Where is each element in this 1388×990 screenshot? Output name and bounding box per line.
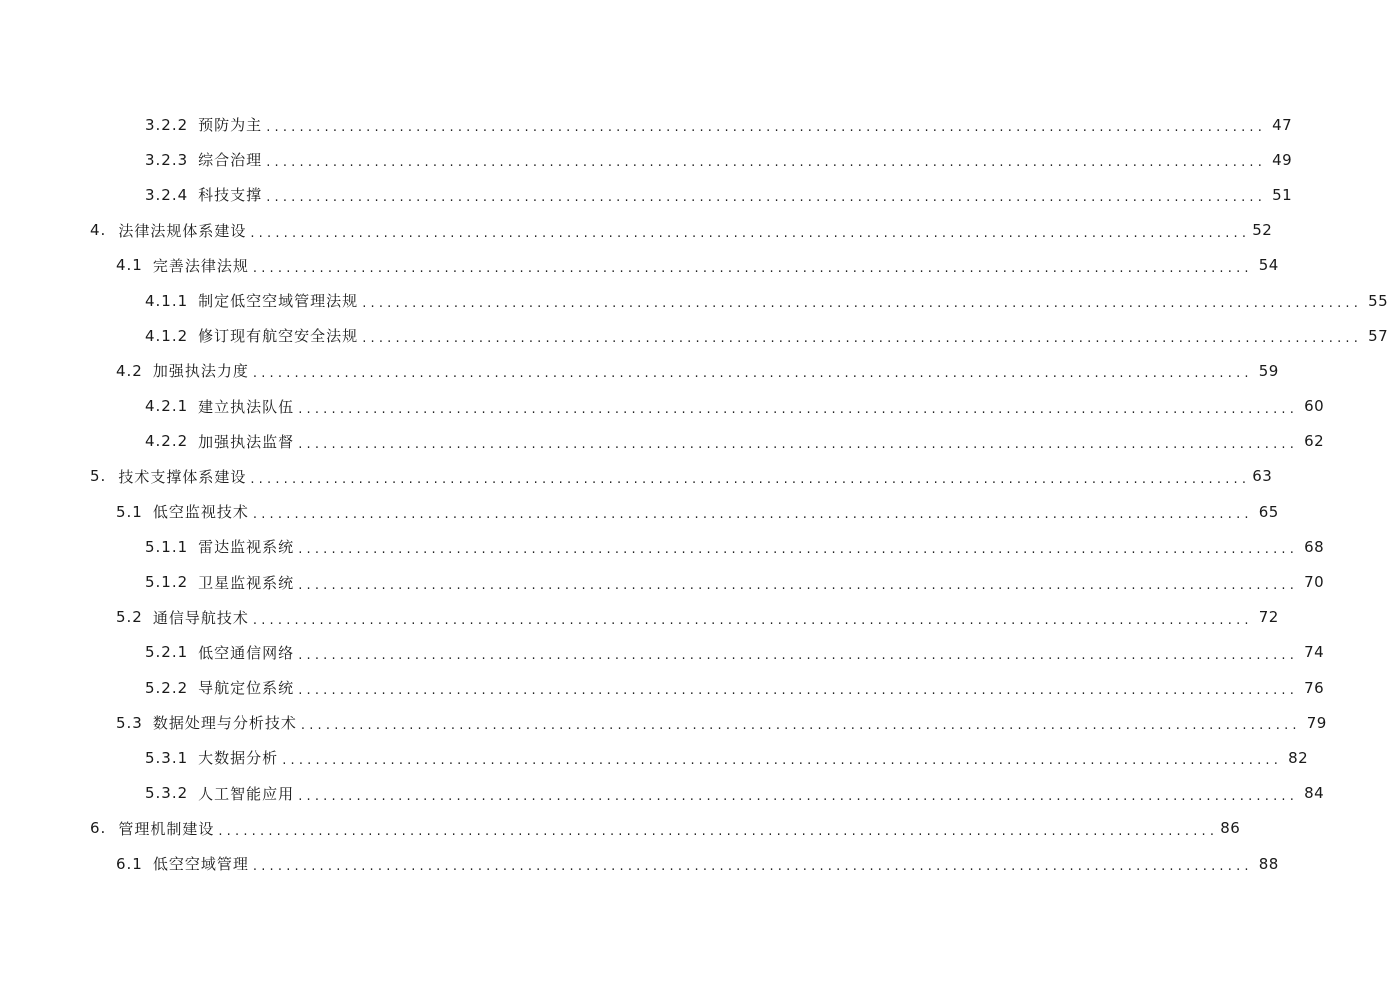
toc-entry-title: 技术支撑体系建设 — [118, 467, 247, 486]
toc-entry-number: 5.3 — [116, 713, 143, 732]
toc-dot-leader: ........................................................................................................................ — [298, 577, 1299, 593]
toc-entry-title: 通信导航技术 — [152, 608, 249, 627]
toc-entry-number: 3.2.4 — [145, 185, 189, 204]
toc-entry-page-number: 72 — [1258, 608, 1279, 627]
toc-entry-title: 加强执法力度 — [152, 362, 249, 381]
toc-entry-page-number: 52 — [1252, 221, 1273, 240]
toc-entry[interactable] — [0, 248, 1279, 283]
toc-entry-number: 4.1.1 — [145, 291, 189, 310]
toc-entry-title: 卫星监视系统 — [198, 573, 295, 592]
toc-entry-title: 数据处理与分析技术 — [152, 714, 297, 733]
toc-entry[interactable] — [0, 142, 1293, 177]
toc-entry-number: 6.1 — [116, 854, 143, 873]
toc-entry-title: 修订现有航空安全法规 — [198, 327, 359, 346]
toc-entry-title: 低空监视技术 — [152, 503, 249, 522]
toc-dot-leader: ........................................................................................................................ — [266, 155, 1267, 171]
toc-entry[interactable] — [0, 740, 1309, 775]
toc-entry[interactable] — [0, 107, 1293, 142]
toc-entry-page-number: 76 — [1304, 678, 1325, 697]
toc-entry-page-number: 70 — [1304, 573, 1325, 592]
toc-dot-leader: ........................................................................................................................ — [362, 331, 1363, 347]
toc-entry-page-number: 49 — [1272, 150, 1293, 169]
toc-dot-leader: ........................................................................................................................ — [252, 859, 1253, 875]
toc-entry-page-number: 88 — [1258, 854, 1279, 873]
toc-entry-number: 5.2.1 — [145, 643, 189, 662]
toc-dot-leader: ........................................................................................................................ — [282, 753, 1283, 769]
toc-entry-page-number: 86 — [1220, 819, 1241, 838]
toc-entry[interactable] — [0, 705, 1327, 740]
toc-entry-page-number: 74 — [1304, 643, 1325, 662]
toc-entry[interactable] — [0, 635, 1325, 670]
toc-dot-leader: ........................................................................................................................ — [218, 823, 1219, 839]
toc-entry-title: 建立执法队伍 — [198, 397, 295, 416]
toc-entry[interactable] — [0, 811, 1241, 846]
toc-entry[interactable] — [0, 670, 1325, 705]
toc-entry-page-number: 51 — [1272, 185, 1293, 204]
toc-entry-number: 5. — [90, 467, 107, 486]
toc-dot-leader: ........................................................................................................................ — [300, 718, 1301, 734]
toc-entry-number: 5.1 — [116, 502, 143, 521]
toc-entry[interactable] — [0, 177, 1293, 212]
toc-entry-title: 完善法律法规 — [152, 256, 249, 275]
toc-entry-number: 3.2.2 — [145, 115, 189, 134]
toc-entry-page-number: 68 — [1304, 537, 1325, 556]
toc-entry[interactable] — [0, 424, 1325, 459]
toc-entry-title: 科技支撑 — [198, 186, 263, 205]
toc-entry-number: 4.1.2 — [145, 326, 189, 345]
toc-entry-title: 管理机制建设 — [118, 819, 215, 838]
toc-entry-number: 5.1.1 — [145, 537, 189, 556]
toc-entry-title: 加强执法监督 — [198, 432, 295, 451]
toc-entry-number: 4.2.1 — [145, 397, 189, 416]
toc-entry-page-number: 57 — [1368, 326, 1388, 345]
toc-dot-leader: ........................................................................................................................ — [298, 647, 1299, 663]
toc-entry[interactable] — [0, 600, 1279, 635]
toc-entry[interactable] — [0, 353, 1279, 388]
toc-entry-page-number: 84 — [1304, 784, 1325, 803]
toc-entry-title: 雷达监视系统 — [198, 538, 295, 557]
toc-entry-title: 法律法规体系建设 — [118, 221, 247, 240]
toc-entry[interactable] — [0, 318, 1388, 353]
toc-dot-leader: ........................................................................................................................ — [298, 401, 1299, 417]
toc-dot-leader: ........................................................................................................................ — [250, 225, 1251, 241]
toc-dot-leader: ........................................................................................................................ — [250, 471, 1251, 487]
toc-dot-leader: ........................................................................................................................ — [298, 683, 1299, 699]
toc-entry-number: 4. — [90, 221, 107, 240]
toc-dot-leader: ........................................................................................................................ — [298, 542, 1299, 558]
toc-entry-number: 6. — [90, 819, 107, 838]
toc-entry-number: 3.2.3 — [145, 150, 189, 169]
toc-entry[interactable] — [0, 494, 1279, 529]
toc-entry-title: 制定低空空域管理法规 — [198, 292, 359, 311]
toc-entry-page-number: 55 — [1368, 291, 1388, 310]
toc-dot-leader: ........................................................................................................................ — [298, 436, 1299, 452]
toc-dot-leader: ........................................................................................................................ — [266, 120, 1267, 136]
table-of-contents — [0, 107, 1388, 881]
toc-entry-page-number: 65 — [1258, 502, 1279, 521]
toc-entry-page-number: 82 — [1288, 748, 1309, 767]
toc-entry-page-number: 54 — [1258, 256, 1279, 275]
toc-entry[interactable] — [0, 564, 1325, 599]
toc-entry[interactable] — [0, 846, 1279, 881]
toc-entry-page-number: 60 — [1304, 397, 1325, 416]
toc-entry[interactable] — [0, 776, 1325, 811]
toc-dot-leader: ........................................................................................................................ — [252, 507, 1253, 523]
toc-entry-number: 5.2.2 — [145, 678, 189, 697]
toc-entry-number: 5.2 — [116, 608, 143, 627]
toc-dot-leader: ........................................................................................................................ — [252, 612, 1253, 628]
toc-entry[interactable] — [0, 283, 1388, 318]
toc-dot-leader: ........................................................................................................................ — [298, 788, 1299, 804]
toc-dot-leader: ........................................................................................................................ — [252, 260, 1253, 276]
toc-entry-number: 4.2.2 — [145, 432, 189, 451]
toc-entry-number: 5.3.1 — [145, 748, 189, 767]
toc-entry-title: 综合治理 — [198, 151, 263, 170]
toc-entry-title: 导航定位系统 — [198, 679, 295, 698]
toc-entry-page-number: 59 — [1258, 361, 1279, 380]
toc-entry-title: 低空空域管理 — [152, 855, 249, 874]
toc-dot-leader: ........................................................................................................................ — [266, 190, 1267, 206]
toc-entry-page-number: 47 — [1272, 115, 1293, 134]
toc-dot-leader: ........................................................................................................................ — [362, 296, 1363, 312]
toc-entry[interactable] — [0, 389, 1325, 424]
toc-entry-number: 4.2 — [116, 361, 143, 380]
toc-entry-page-number: 63 — [1252, 467, 1273, 486]
toc-entry-title: 人工智能应用 — [198, 784, 295, 803]
toc-entry-title: 预防为主 — [198, 116, 263, 135]
toc-entry-title: 低空通信网络 — [198, 643, 295, 662]
toc-entry-number: 5.3.2 — [145, 784, 189, 803]
toc-entry-number: 5.1.2 — [145, 573, 189, 592]
toc-entry-number: 4.1 — [116, 256, 143, 275]
toc-entry[interactable] — [0, 459, 1273, 494]
toc-entry[interactable] — [0, 213, 1273, 248]
toc-dot-leader: ........................................................................................................................ — [252, 366, 1253, 382]
toc-entry-title: 大数据分析 — [198, 749, 279, 768]
toc-entry[interactable] — [0, 529, 1325, 564]
toc-entry-page-number: 79 — [1306, 713, 1327, 732]
toc-entry-page-number: 62 — [1304, 432, 1325, 451]
